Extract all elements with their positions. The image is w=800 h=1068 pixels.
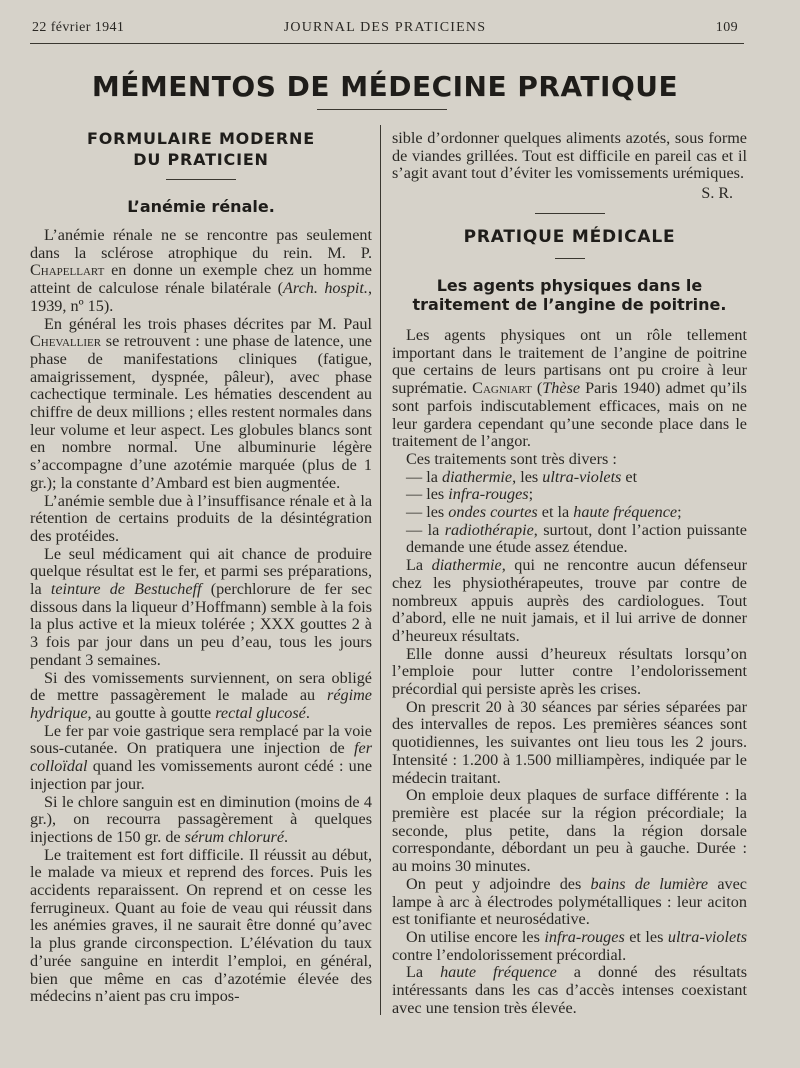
running-header [32,20,738,42]
paragraph: L’anémie rénale ne se rencontre pas seulement dans la sclérose atrophique du rein. M. P. Chapellart en donne un exemple chez un homme atteint de calculose rénale bilatérale (Arch. hospit., 1939, nº 15). [30,226,372,315]
paragraph: On prescrit 20 à 30 séances par séries séparées par des intervalles de repos. Les premières séances sont quotidiennes, les suivantes ont lieu tous les 2 jours. Intensité : 1.200 à 1.500 milliampères, indiquée par le médecin traitant. [392,697,747,787]
issue-date: 22 février 1941 [32,20,125,35]
paragraph: Le fer par voie gastrique sera remplacé par la voie sous-cutanée. On pratiquera une injection de fer colloïdal quand les vomissements auront cédé : une injection par jour. [30,721,372,793]
list-item: — la radiothérapie, surtout, dont l’action puissante demande une étude assez étendue. [406,520,747,557]
title-rule [317,109,447,110]
paragraph: L’anémie semble due à l’insuffisance rénale et à la rétention de certains produits de la désintégration des protéides. [30,491,372,545]
section-title: PRATIQUE MÉDICALE [463,227,676,248]
paragraph: Ces traitements sont très divers : [406,449,617,468]
section-title-line2: DU PRATICIEN [133,150,269,169]
left-article-body [30,227,372,1006]
section-rule [166,179,236,180]
list-item: — les ondes courtes et la haute fréquence; [406,503,682,522]
section-rule-small [555,258,585,259]
header-rule [30,43,744,44]
paragraph-continued: sible d’ordonner quelques aliments azotés, sous forme de viandes grillées. Tout est difficile en pareil cas et il s’agit avant tout d’éviter les vomissements urémiques. [392,129,747,183]
paragraph: Les agents physiques ont un rôle tellement important dans le traitement de l’angine de poitrine que certains de leurs partisans ont pu croire à leur suprématie. Cagniart (Thèse Paris 1940) admet qu’ils sont parfois indiscutablement efficaces, mais on ne leur gardera cependant qu’une seconde place dans le traitement de l’angor. [392,326,747,451]
author-signature: S. R. [701,185,733,203]
right-article-body [392,327,747,1017]
page-title: MÉMENTOS DE MÉDECINE PRATIQUE [91,70,679,103]
paragraph: Le seul médicament qui ait chance de produire quelque résultat est le fer, et parmi ses préparations, la teinture de Bestucheff (perchlorure de fer sec dissous dans la liqueur d’Hoffmann) semble à la fois la plus active et la mieux tolérée ; XXX gouttes 2 à 3 fois par jour dans un peu d’eau, tous les jours pendant 3 semaines. [30,544,373,669]
list-item: — la diathermie, les ultra-violets et [406,467,638,486]
paragraph: Elle donne aussi d’heureux résultats lorsqu’on l’emploie pour lutter contre l’endolorissement précordial qui persiste après les crises. [392,644,747,699]
article-subtitle: L’anémie rénale. [127,197,275,216]
paragraph: On peut y adjoindre des bains de lumière avec lampe à arc à électrodes polymétalliques : leur aciton est tonifiante et neurosédative. [392,874,747,929]
paragraph: On emploie deux plaques de surface différente : la première est placée sur la région précordiale; la seconde, plus petite, dans la région dorsale correspondante, débordant un peu à gauche. Durée : au moins 30 minutes. [392,786,747,876]
section-rule [535,213,605,214]
paragraph: On utilise encore les infra-rouges et les ultra-violets contre l’endolorissement précordial. [392,927,748,964]
page-number: 109 [715,20,738,35]
paragraph: La diathermie, qui ne rencontre aucun défenseur chez les physiothérapeutes, trouve par contre de nombreux appuis auprès des cardiologues. Tout d’abord, elle ne nuit jamais, et il lui arrive de donner d’heureux résultats. [392,556,747,645]
paragraph: Si des vomissements surviennent, on sera obligé de mettre passagèrement le malade au régime hydrique, au goutte à goutte rectal glucosé. [30,668,372,722]
list-item: — les infra-rouges; [406,485,534,504]
journal-name: JOURNAL DES PRATICIENS [283,20,487,35]
article-subtitle: Les agents physiques dans le traitement de l’angine de poitrine. [412,276,727,315]
column-divider [380,125,381,1015]
section-title-line1: FORMULAIRE MODERNE [87,129,315,148]
paragraph: Si le chlore sanguin est en diminution (moins de 4 gr.), on recourra passagèrement à quelques injections de 150 gr. de sérum chloruré. [30,792,372,846]
paragraph: Le traitement est fort difficile. Il réussit au début, le malade va mieux et reprend des forces. Puis les accidents reparaissent. On reprend et on cesse les ferrugineux. Quant au foie de veau qui réussit dans les anémies graves, il ne saurait être donné qu’avec la plus grande circonspection. L’élévation du taux d’urée sanguine en interdit l’emploi, en général, bien que même en cas d’azotémie élevée des médecins n’aient pas cru impos- [30,845,372,1006]
paragraph: En général les trois phases décrites par M. Paul Chevallier se retrouvent : une phase de latence, une phase de manifestations cliniques (fatigue, amaigrissement, dyspnée, pâleur), avec phase cachectique terminale. Les hématies descendent au chiffre de deux millions ; elles restent normales dans leur volume et leur aspect. Les globules blancs sont en nombre normal. Une albuminurie légère s’accompagne d’une azotémie marquée (plus de 1 gr.); la constante d’Ambard est bien augmentée. [30,314,372,492]
paragraph: La haute fréquence a donné des résultats intéressants dans les cas d’accès intenses coexistant avec une tension très élevée. [392,963,748,1017]
